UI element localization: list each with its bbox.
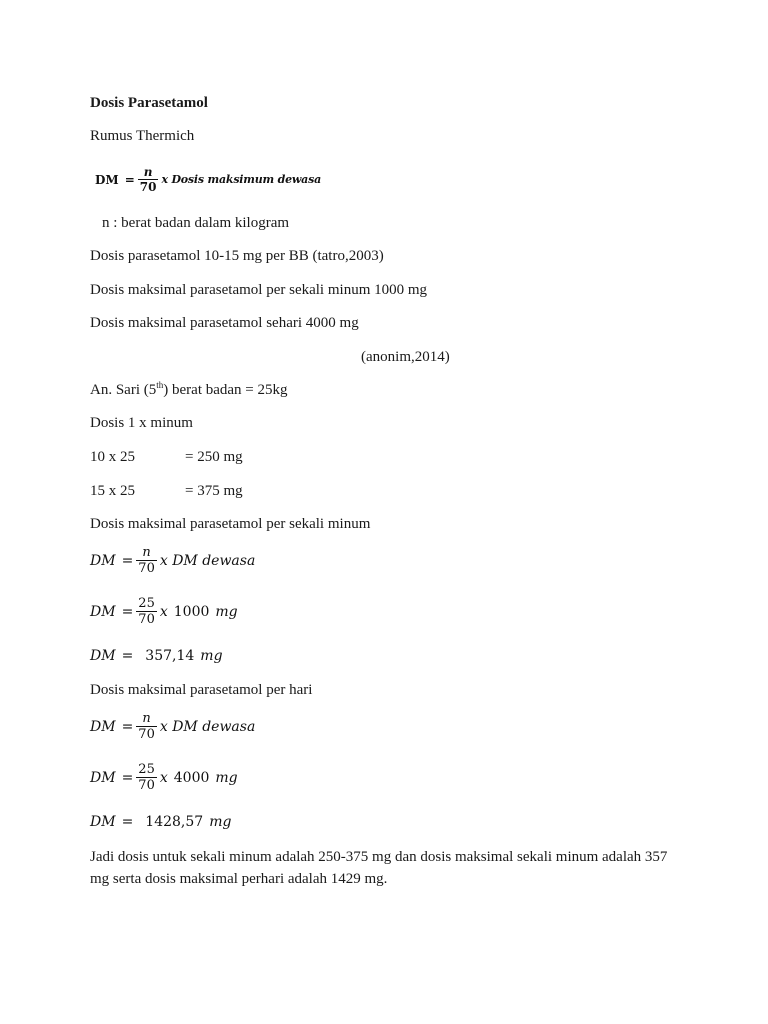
calc1-right: = 250 mg [185,449,243,465]
formula-lhs: DM [95,172,119,187]
formula-lhs: DM [90,814,116,830]
formula-fraction [136,711,157,742]
formula-value: 1000 [173,603,210,620]
formula-rhs: x Dosis maksimum dewasa [161,173,321,186]
patient-suffix: ) berat badan = 25kg [163,382,288,398]
formula-lhs: DM [90,769,116,786]
dose-range-line: Dosis parasetamol 10-15 mg per BB (tatro,2003) [90,248,384,264]
formula-lhs: DM [90,552,116,569]
formula-numerator: 25 [138,762,155,777]
formula-unit: mg [200,648,223,664]
citation: (anonim,2014) [361,349,450,365]
formula-value: 4000 [173,769,210,786]
patient-line [90,381,288,399]
formula-numerator: n [142,545,151,560]
formula-day-2 [90,762,238,793]
formula-lhs: DM [90,648,116,664]
formula-denominator: 70 [139,180,157,194]
formula-unit: mg [215,769,238,786]
formula-rhs: x DM dewasa [159,718,256,735]
formula-value: 1428,57 [145,814,204,830]
formula-times: x [159,769,168,786]
formula-once-1 [90,545,255,576]
formula-numerator: 25 [138,596,155,611]
formula-fraction [136,762,157,793]
formula-fraction [136,596,157,627]
max-once-line: Dosis maksimal parasetamol per sekali minum 1000 mg [90,282,428,298]
section-once-heading: Dosis maksimal parasetamol per sekali minum [90,516,371,532]
formula-rhs: x DM dewasa [159,552,256,569]
calc-row-1 [90,448,390,466]
calc1-left: 10 x 25 [90,449,135,465]
formula-lhs: DM [90,603,116,620]
section-subtitle: Rumus Thermich [90,128,195,144]
formula-denominator: 70 [138,561,155,576]
formula-equals: = [121,769,134,786]
formula-day-1 [90,711,255,742]
formula-unit: mg [215,603,238,620]
formula-once-2 [90,596,238,627]
formula-day-3 [90,814,231,830]
formula-once-3 [90,648,223,664]
formula-denominator: 70 [138,612,155,627]
formula-equals: = [121,603,134,620]
patient-prefix: An. Sari (5 [90,382,157,398]
formula-denominator: 70 [138,778,155,793]
formula-equals: = [121,814,134,830]
formula-equals: = [124,172,135,187]
section-day-heading: Dosis maksimal parasetamol per hari [90,682,313,698]
formula-times: x [159,603,168,620]
formula-fraction [136,545,157,576]
formula-equals: = [121,648,134,664]
formula-thermich [95,165,321,194]
max-day-line: Dosis maksimal parasetamol sehari 4000 mg [90,315,359,331]
calc2-left: 15 x 25 [90,483,135,499]
page-title: Dosis Parasetamol [90,95,208,111]
formula-denominator: 70 [138,727,155,742]
formula-equals: = [121,718,134,735]
conclusion-paragraph: Jadi dosis untuk sekali minum adalah 250-375 mg dan dosis maksimal sekali minum adalah 357 mg serta dosis maksimal perhari adalah 1429 mg. [90,849,668,887]
formula-unit: mg [209,814,232,830]
formula-numerator: n [142,711,151,726]
n-definition: n : berat badan dalam kilogram [102,215,290,231]
calc2-right: = 375 mg [185,483,243,499]
formula-lhs: DM [90,718,116,735]
formula-value: 357,14 [145,648,195,664]
one-dose-line: Dosis 1 x minum [90,415,193,431]
patient-superscript: th [156,380,164,390]
formula-fraction [138,165,159,194]
calc-row-2 [90,482,390,500]
formula-numerator: n [143,165,153,179]
formula-equals: = [121,552,134,569]
